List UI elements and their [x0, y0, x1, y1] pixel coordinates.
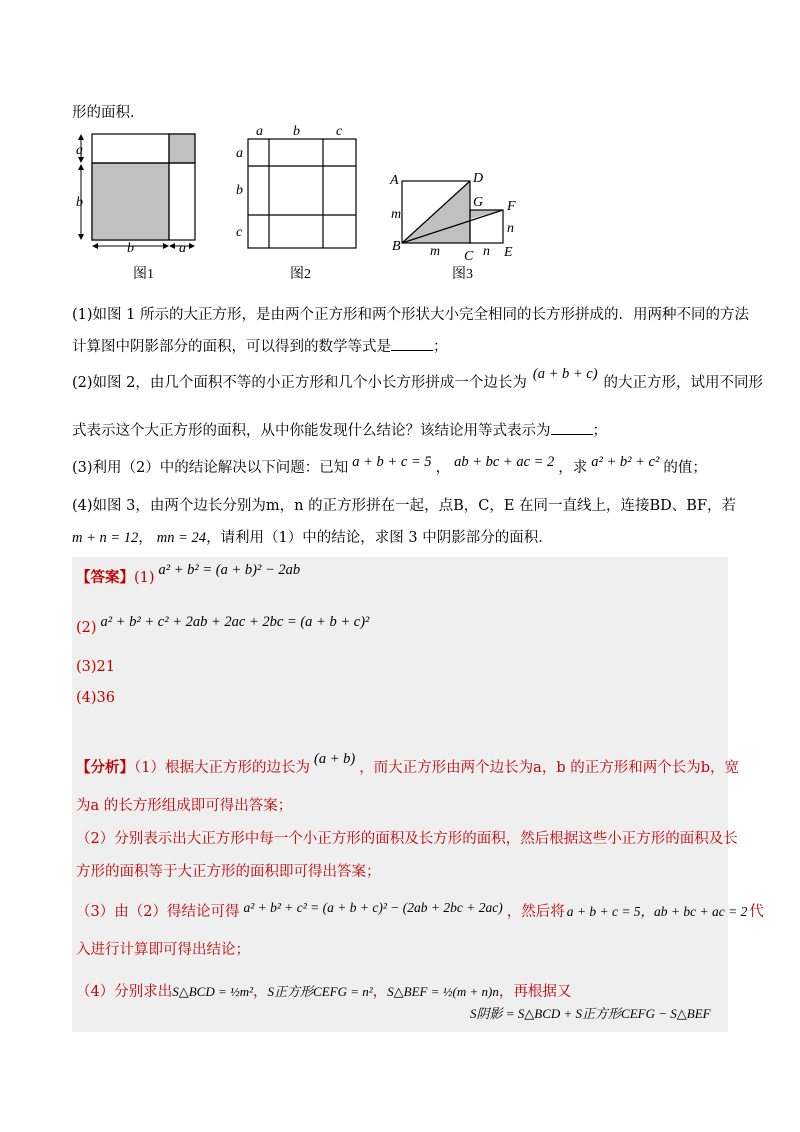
fig2-side-c: c	[236, 225, 243, 240]
question-3-eq1: a + b + c = 5	[352, 454, 432, 470]
question-2-expr: (a + b + c)	[532, 366, 598, 382]
analysis-4-expr2: S正方形CEFG = n²	[267, 984, 373, 999]
question-4-eq1: m + n = 12	[72, 530, 139, 546]
analysis-label: 【分析】	[76, 759, 134, 776]
analysis-4-text-b: ，再根据又	[498, 984, 572, 1000]
analysis-4-expr3: S△BEF = ½(m + n)n	[387, 984, 499, 999]
question-4-line-2	[72, 528, 553, 548]
question-4-line-1: (4)如图 3，由两个边长分别为m，n 的正方形拼在一起，点B，C，E 在同一直线上，连接BD、BF，若	[72, 498, 737, 514]
analysis-4-expr1: S△BCD = ½m²	[172, 984, 254, 999]
answer-2-expr: a² + b² + c² + 2ab + 2ac + 2bc = (a + b + c)²	[100, 614, 370, 630]
analysis-line-2: 为a 的长方形组成即可得出答案；	[76, 798, 293, 814]
question-2-text-b: 的大正方形，试用不同形	[603, 375, 764, 391]
answer-2-num: (2)	[76, 620, 97, 636]
analysis-line-8	[470, 1004, 711, 1024]
question-3-text-d: 的值；	[663, 460, 707, 476]
fig3-label-n-base: n	[483, 244, 490, 259]
fig3-point-c: C	[464, 249, 474, 264]
answer-line-2	[76, 614, 370, 638]
question-4-sep: ，	[138, 530, 153, 546]
question-1-line-2	[72, 336, 448, 357]
answer-blank-2	[551, 420, 593, 435]
analysis-1-text-b: ，而大正方形由两个边长为a，b 的正方形和两个长为b，宽	[359, 760, 740, 776]
question-3-eq2: ab + bc + ac = 2	[454, 454, 555, 470]
figure-1	[70, 126, 220, 281]
analysis-4-text-a: （4）分别求出	[76, 984, 173, 1000]
fig2-top-a: a	[256, 124, 263, 139]
answer-4: (4)36	[76, 690, 115, 706]
fig1-label-a-side: a	[76, 143, 83, 158]
fig3-point-e: E	[504, 245, 513, 260]
fig3-caption: 图3	[452, 267, 473, 282]
analysis-line-7	[76, 982, 571, 1002]
shaded-small-square	[169, 134, 195, 163]
analysis-4-sep2: ，	[372, 984, 388, 1000]
analysis-4-sep1: ，	[253, 984, 268, 1000]
question-2-text-c: 式表示这个大正方形的面积，从中你能发现什么结论？该结论用等式表示为	[72, 423, 551, 439]
analysis-line-4: 方形的面积等于大正方形的面积即可得出答案；	[76, 864, 381, 880]
question-2-end: ；	[592, 423, 607, 439]
analysis-1-text-a: （1）根据大正方形的边长为	[134, 760, 310, 776]
analysis-3-expr2: a + b + c = 5，ab + bc + ac = 2	[566, 904, 748, 919]
question-2-line-2	[72, 420, 607, 441]
answer-3: (3)21	[76, 659, 115, 675]
fig2-side-b: b	[236, 183, 243, 198]
question-3-text-c: ，求	[558, 460, 588, 476]
answer-1-num: (1)	[134, 570, 155, 586]
figure-3	[388, 166, 528, 282]
fig3-point-g: G	[473, 195, 484, 210]
question-3	[72, 454, 707, 478]
fig3-label-n-side: n	[507, 221, 514, 236]
fig3-point-d: D	[473, 171, 484, 186]
question-3-expr: a² + b² + c²	[591, 454, 660, 470]
fig2-top-c: c	[336, 124, 343, 139]
fig3-label-m-base: m	[430, 244, 441, 259]
question-2-text-a: (2)如图 2，由几个面积不等的小正方形和几个小长方形拼成一个边长为	[72, 375, 527, 391]
question-3-text-a: (3)利用（2）中的结论解决以下问题：已知	[72, 460, 349, 476]
answer-blank-1	[391, 336, 433, 351]
fig1-label-a-base: a	[179, 241, 186, 256]
shaded-big-square	[92, 163, 169, 240]
answer-1-expr: a² + b² = (a + b)² − 2ab	[158, 562, 301, 578]
fig3-label-m-side: m	[391, 207, 402, 222]
fig3-point-b: B	[392, 239, 401, 254]
question-2-line-1	[72, 366, 764, 393]
fig1-caption: 图1	[133, 267, 154, 281]
intro-fragment: 形的面积．	[72, 105, 145, 121]
analysis-3-text-b: ，然后将	[506, 904, 565, 920]
analysis-line-1	[76, 751, 740, 778]
analysis-3-text-c: 代	[749, 904, 764, 920]
question-3-text-b: ，	[435, 460, 451, 476]
analysis-line-3: （2）分别表示出大正方形中每一个小正方形的面积及长方形的面积，然后根据这些小正方形的面积及长	[76, 831, 738, 847]
fig2-caption: 图2	[290, 267, 311, 282]
question-1-text: 计算图中阴影部分的面积，可以得到的数学等式是	[72, 339, 391, 355]
analysis-4-expr4: S阴影 = S△BCD + S正方形CEFG − S△BEF	[470, 1006, 711, 1021]
answer-label: 【答案】	[76, 569, 134, 586]
question-1-line-1: (1)如图 1 所示的大正方形，是由两个正方形和两个形状大小完全相同的长方形拼成的．用两种不同的方法	[72, 307, 749, 323]
analysis-3-expr: a² + b² + c² = (a + b + c)² − (2ab + 2bc + 2ac)	[243, 900, 503, 915]
fig2-top-b: b	[293, 124, 300, 139]
question-4-eq2: mn = 24	[156, 530, 207, 546]
analysis-line-6: 入进行计算即可得出结论；	[76, 942, 250, 958]
analysis-3-text-a: （3）由（2）得结论可得	[76, 904, 240, 920]
fig3-point-a: A	[390, 173, 399, 188]
question-1-end: ；	[433, 339, 448, 355]
question-4-text: ，请利用（1）中的结论，求图 3 中阴影部分的面积．	[206, 530, 553, 546]
fig1-label-b-side: b	[76, 195, 83, 210]
fig3-point-f: F	[507, 199, 516, 214]
answer-line-1	[76, 562, 301, 588]
analysis-1-expr: (a + b)	[313, 751, 356, 767]
fig2-side-a: a	[236, 146, 243, 161]
figure-2	[232, 122, 367, 282]
fig1-label-b-base: b	[127, 241, 134, 256]
analysis-line-5	[76, 902, 764, 922]
